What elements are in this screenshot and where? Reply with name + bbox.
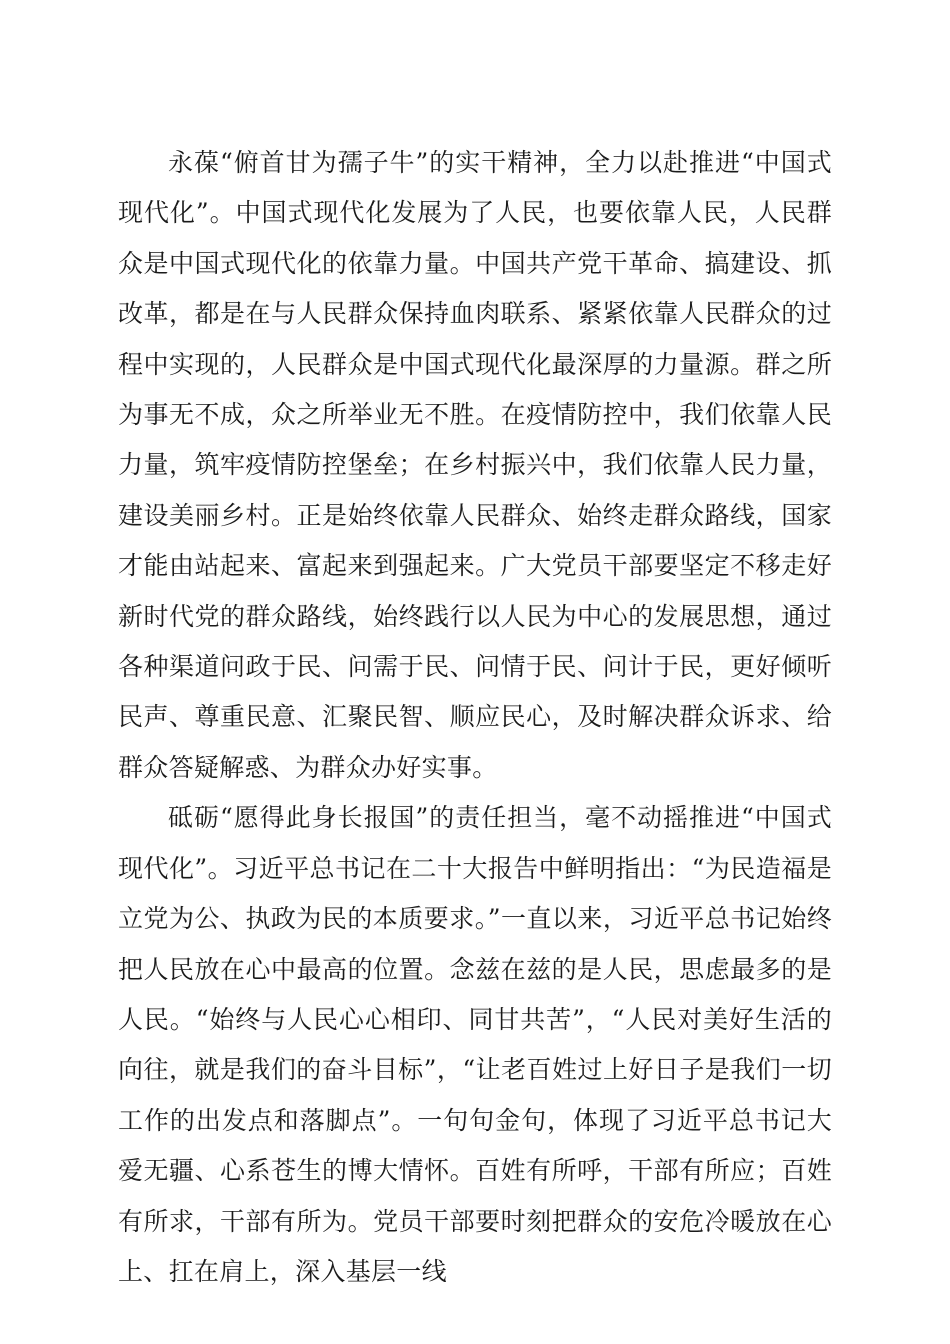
paragraph-1: 永葆“俯首甘为孺子牛”的实干精神，全力以赴推进“中国式现代化”。中国式现代化发展为了人民，也要依靠人民，人民群众是中国式现代化的依靠力量。中国共产党干革命、搞建设、抓改革，都是在与人民群众保持血肉联系、紧紧依靠人民群众的过程中实现的，人民群众是中国式现代化最深厚的力量源。群之所为事无不成，众之所举业无不胜。在疫情防控中，我们依靠人民力量，筑牢疫情防控堡垒；在乡村振兴中，我们依靠人民力量，建设美丽乡村。正是始终依靠人民群众、始终走群众路线，国家才能由站起来、富起来到强起来。广大党员干部要坚定不移走好新时代党的群众路线，始终践行以人民为中心的发展思想，通过各种渠道问政于民、问需于民、问情于民、问计于民，更好倾听民声、尊重民意、汇聚民智、顺应民心，及时解决群众诉求、给群众答疑解惑、为群众办好实事。 bbox=[118, 148, 832, 782]
body-text bbox=[118, 138, 832, 1297]
paragraph-2: 砥砺“愿得此身长报国”的责任担当，毫不动摇推进“中国式现代化”。习近平总书记在二十大报告中鲜明指出：“为民造福是立党为公、执政为民的本质要求。”一直以来，习近平总书记始终把人民放在心中最高的位置。念兹在兹的是人民，思虑最多的是人民。“始终与人民心心相印、同甘共苦”，“人民对美好生活的向往，就是我们的奋斗目标”，“让老百姓过上好日子是我们一切工作的出发点和落脚点”。一句句金句，体现了习近平总书记大爱无疆、心系苍生的博大情怀。百姓有所呼，干部有所应；百姓有所求，干部有所为。党员干部要时刻把群众的安危冷暖放在心上、扛在肩上，深入基层一线 bbox=[118, 803, 832, 1286]
